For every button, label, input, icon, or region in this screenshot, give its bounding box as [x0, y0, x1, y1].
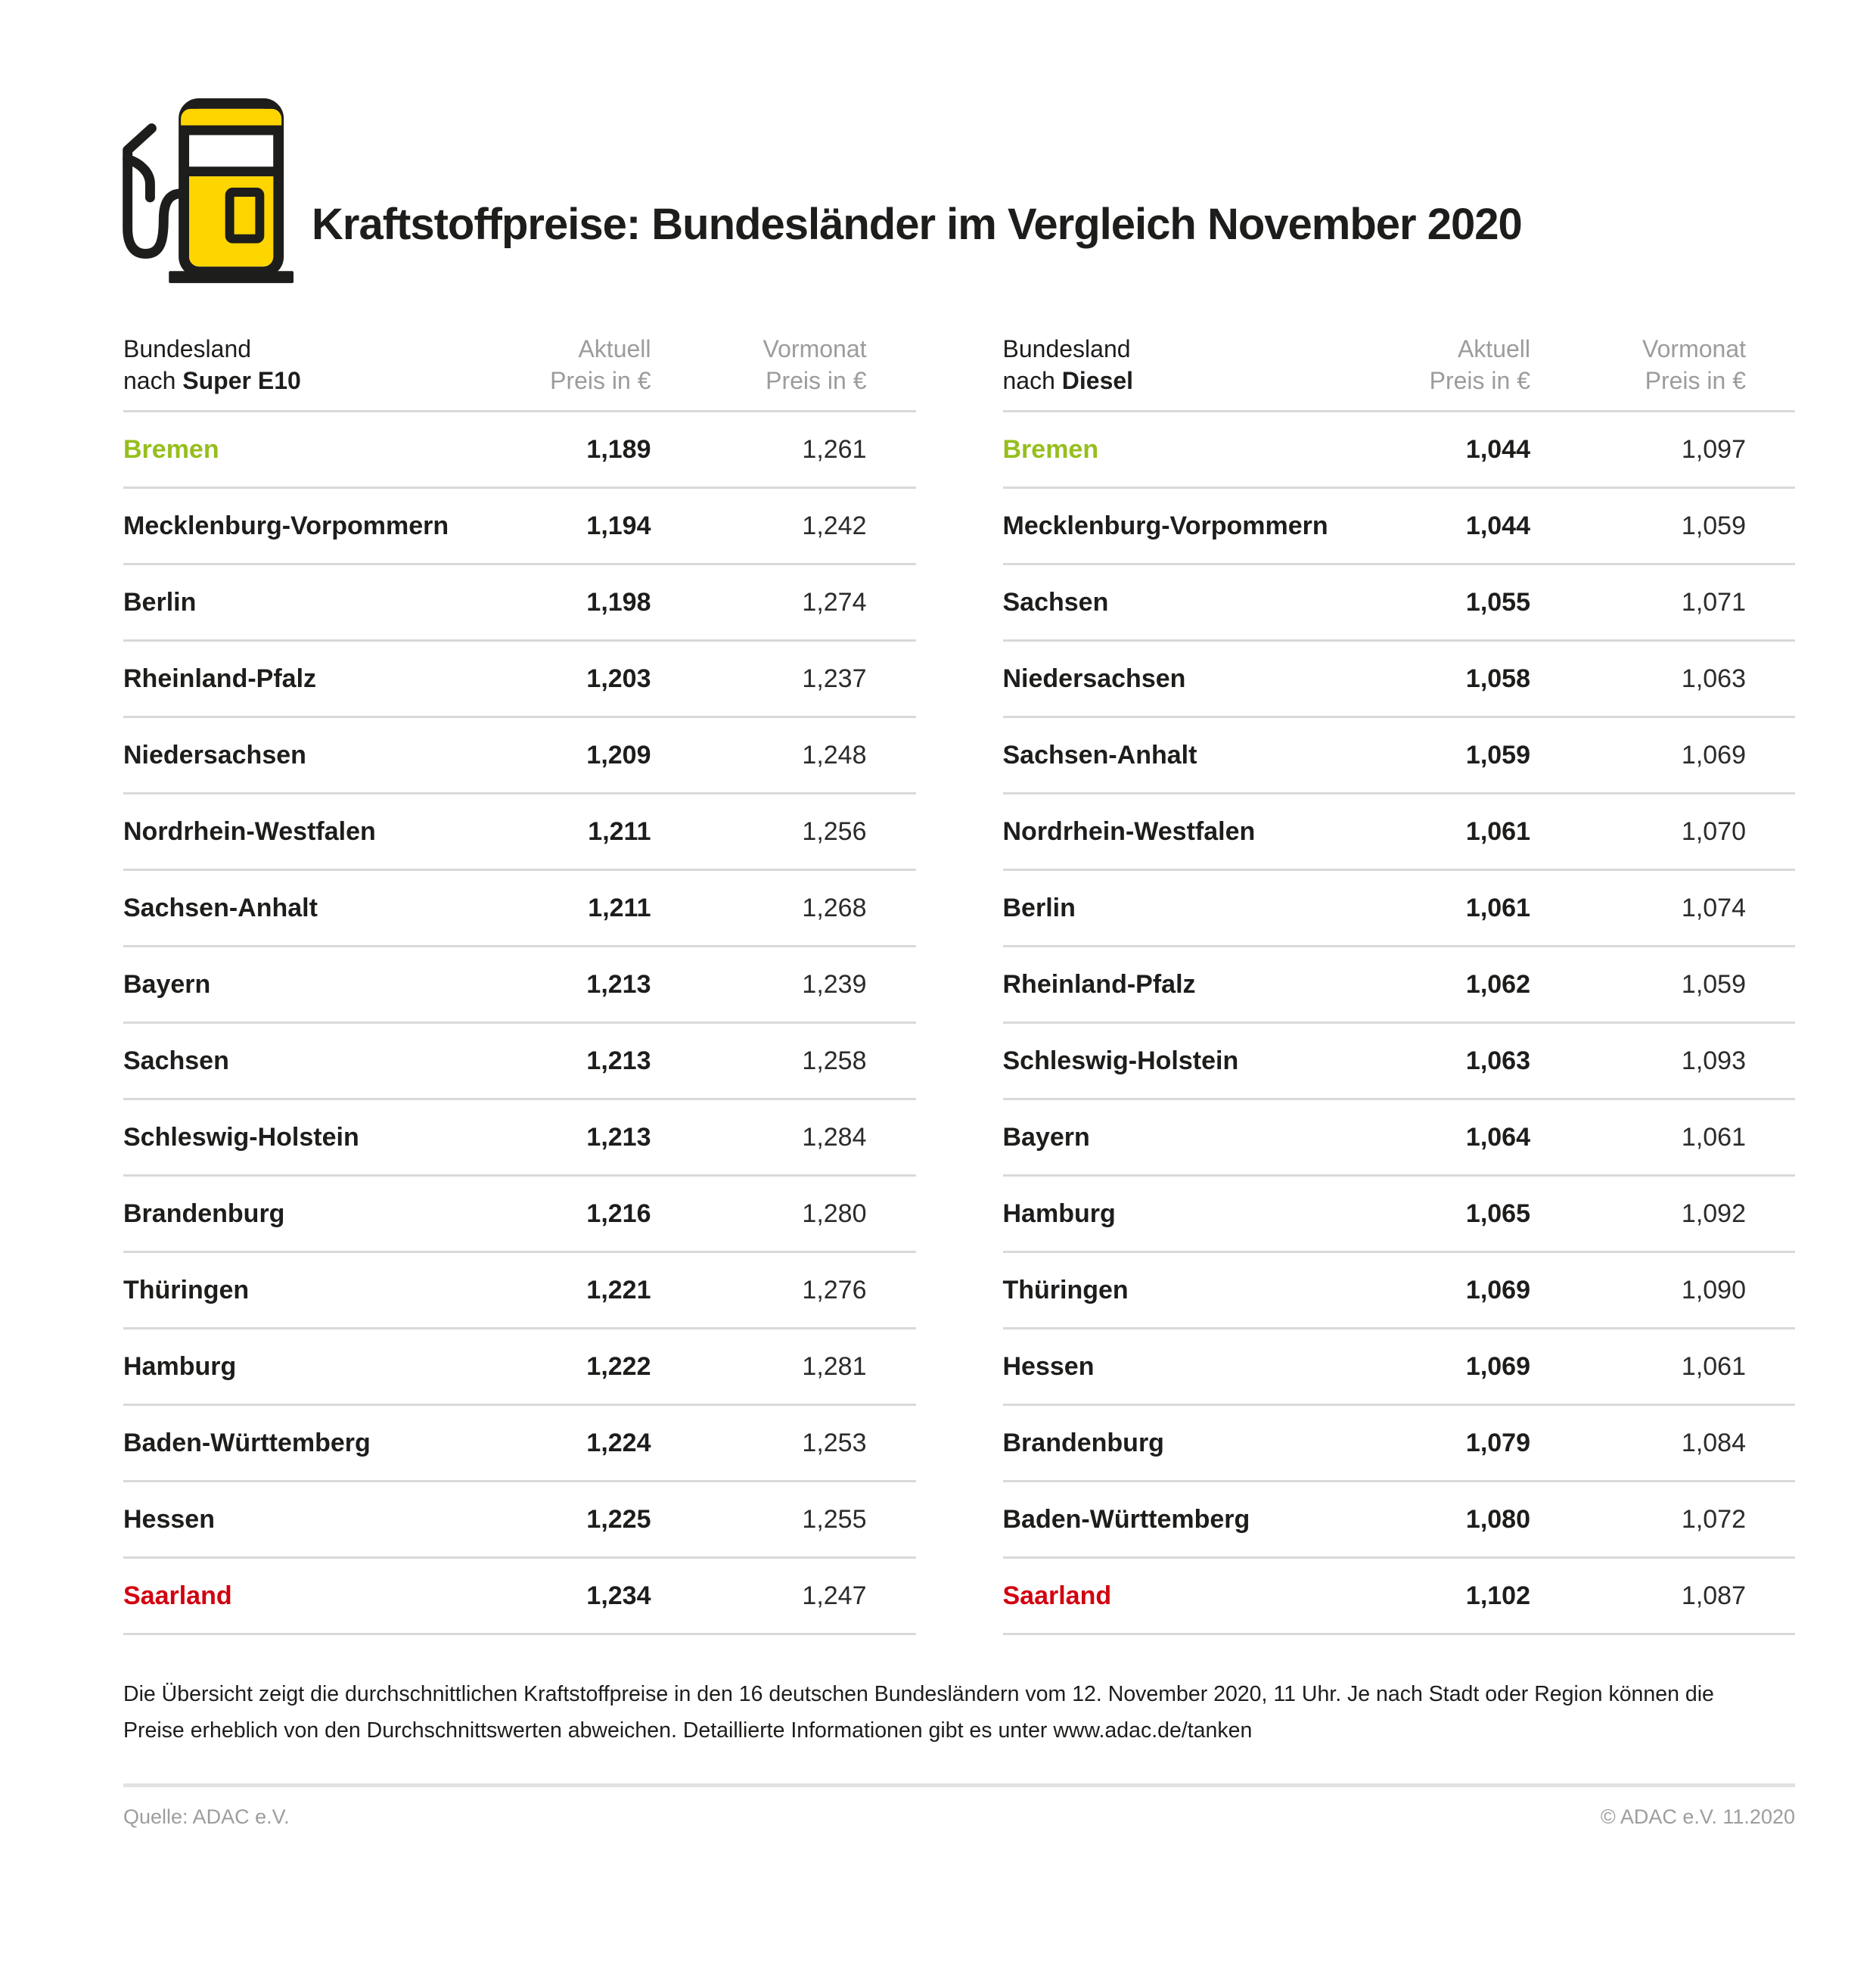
current-price: 1,211 [588, 893, 651, 922]
previous-price: 1,281 [802, 1351, 867, 1381]
current-price: 1,069 [1465, 1275, 1530, 1304]
table-super-e10 [123, 333, 916, 1635]
current-price: 1,059 [1465, 740, 1530, 770]
previous-price: 1,261 [802, 434, 867, 464]
table-row [1003, 716, 1796, 792]
current-price: 1,044 [1465, 434, 1530, 464]
brand-header [92, 97, 1795, 286]
table-diesel-header [1003, 333, 1796, 410]
state-name: Bremen [1002, 434, 1099, 464]
previous-price: 1,247 [802, 1581, 867, 1610]
table-row [1003, 1404, 1796, 1480]
fuel-pump-icon [92, 97, 295, 286]
state-name: Niedersachsen [1002, 664, 1186, 693]
previous-price: 1,090 [1681, 1275, 1746, 1304]
previous-price: 1,284 [802, 1122, 867, 1152]
previous-price: 1,097 [1681, 434, 1746, 464]
previous-price: 1,248 [802, 740, 867, 770]
footer-credits [123, 1805, 1795, 1829]
current-price: 1,216 [586, 1199, 651, 1228]
table-row [123, 1098, 916, 1174]
current-price: 1,102 [1465, 1581, 1530, 1610]
previous-price: 1,242 [802, 511, 867, 540]
table-row [123, 1404, 916, 1480]
current-price: 1,061 [1465, 893, 1530, 922]
column-header-aktuell-line2: Preis in € [1429, 367, 1530, 394]
state-name: Schleswig-Holstein [123, 1122, 359, 1152]
previous-price: 1,087 [1681, 1581, 1746, 1610]
table-row [123, 1174, 916, 1251]
column-header-bundesland-line1: Bundesland [1002, 335, 1131, 362]
state-name: Bayern [123, 969, 211, 999]
state-name: Thüringen [1002, 1275, 1129, 1304]
table-row [1003, 639, 1796, 716]
current-price: 1,080 [1465, 1504, 1530, 1534]
table-row [1003, 869, 1796, 945]
current-price: 1,213 [586, 1122, 651, 1152]
table-row [123, 639, 916, 716]
column-header-bundesland [1003, 333, 1372, 396]
current-price: 1,221 [586, 1275, 651, 1304]
state-name: Sachsen-Anhalt [1002, 740, 1197, 770]
table-row [123, 563, 916, 639]
current-price: 1,062 [1465, 969, 1530, 999]
footer-divider [123, 1783, 1795, 1787]
state-name: Hessen [123, 1504, 215, 1534]
state-name: Brandenburg [1002, 1428, 1164, 1457]
column-header-aktuell [1371, 333, 1530, 396]
table-diesel-rows [1003, 410, 1796, 1635]
current-price: 1,224 [586, 1428, 651, 1457]
column-header-bundesland [123, 333, 492, 396]
table-super-e10-rows [123, 410, 916, 1635]
state-name: Sachsen-Anhalt [123, 893, 318, 922]
table-row [123, 487, 916, 563]
table-row [1003, 1251, 1796, 1327]
previous-price: 1,256 [802, 816, 867, 846]
previous-price: 1,276 [802, 1275, 867, 1304]
state-name: Saarland [123, 1581, 232, 1610]
copyright-label: © ADAC e.V. 11.2020 [1600, 1805, 1795, 1828]
column-header-aktuell-line1: Aktuell [1457, 335, 1530, 362]
footnote [123, 1676, 1793, 1749]
previous-price: 1,093 [1681, 1046, 1746, 1075]
table-row [123, 869, 916, 945]
state-name: Baden-Württemberg [123, 1428, 371, 1457]
table-row [1003, 410, 1796, 487]
source-label: Quelle: ADAC e.V. [123, 1805, 290, 1828]
current-price: 1,234 [586, 1581, 651, 1610]
previous-price: 1,061 [1681, 1351, 1746, 1381]
previous-price: 1,274 [802, 587, 867, 617]
previous-price: 1,253 [802, 1428, 867, 1457]
state-name: Sachsen [123, 1046, 229, 1075]
state-name: Bayern [1002, 1122, 1090, 1152]
table-row [1003, 1098, 1796, 1174]
table-row [1003, 563, 1796, 639]
column-header-vormonat-line2: Preis in € [766, 367, 867, 394]
previous-price: 1,239 [802, 969, 867, 999]
previous-price: 1,072 [1681, 1504, 1746, 1534]
previous-price: 1,070 [1681, 816, 1746, 846]
state-name: Berlin [123, 587, 197, 617]
current-price: 1,061 [1465, 816, 1530, 846]
column-header-fuel-name: Super E10 [182, 367, 301, 394]
current-price: 1,189 [586, 434, 651, 464]
previous-price: 1,074 [1681, 893, 1746, 922]
current-price: 1,213 [586, 969, 651, 999]
previous-price: 1,258 [802, 1046, 867, 1075]
state-name: Hessen [1002, 1351, 1095, 1381]
state-name: Bremen [123, 434, 219, 464]
column-header-fuel-prefix: nach [1002, 367, 1062, 394]
current-price: 1,203 [586, 664, 651, 693]
previous-price: 1,069 [1681, 740, 1746, 770]
previous-price: 1,059 [1681, 969, 1746, 999]
state-name: Mecklenburg-Vorpommern [123, 511, 449, 540]
state-name: Berlin [1002, 893, 1076, 922]
table-row [123, 1251, 916, 1327]
footnote-line2: Preise erheblich von den Durchschnittswerten abweichen. Detaillierte Informationen gibt es unter www.adac.de/tanken [123, 1718, 1253, 1743]
table-row [1003, 1556, 1796, 1633]
state-name: Schleswig-Holstein [1002, 1046, 1239, 1075]
current-price: 1,198 [586, 587, 651, 617]
current-price: 1,065 [1465, 1199, 1530, 1228]
previous-price: 1,063 [1681, 664, 1746, 693]
column-header-aktuell-line2: Preis in € [550, 367, 651, 394]
state-name: Rheinland-Pfalz [123, 664, 317, 693]
current-price: 1,058 [1465, 664, 1530, 693]
column-header-vormonat [651, 333, 867, 396]
table-row [123, 1327, 916, 1404]
state-name: Niedersachsen [123, 740, 306, 770]
table-row [123, 410, 916, 487]
current-price: 1,064 [1465, 1122, 1530, 1152]
table-row [1003, 1480, 1796, 1556]
state-name: Saarland [1002, 1581, 1112, 1610]
state-name: Rheinland-Pfalz [1002, 969, 1196, 999]
table-row [123, 945, 916, 1021]
previous-price: 1,268 [802, 893, 867, 922]
column-header-vormonat-line2: Preis in € [1645, 367, 1746, 394]
table-super-e10-header [123, 333, 916, 410]
state-name: Nordrhein-Westfalen [123, 816, 376, 846]
price-tables [123, 333, 1795, 1635]
column-header-vormonat-line1: Vormonat [763, 335, 867, 362]
current-price: 1,079 [1465, 1428, 1530, 1457]
current-price: 1,213 [586, 1046, 651, 1075]
table-row [1003, 487, 1796, 563]
table-row [123, 792, 916, 869]
previous-price: 1,084 [1681, 1428, 1746, 1457]
column-header-aktuell [492, 333, 651, 396]
previous-price: 1,280 [802, 1199, 867, 1228]
current-price: 1,222 [586, 1351, 651, 1381]
table-row [123, 716, 916, 792]
current-price: 1,044 [1465, 511, 1530, 540]
state-name: Mecklenburg-Vorpommern [1002, 511, 1328, 540]
state-name: Thüringen [123, 1275, 250, 1304]
previous-price: 1,071 [1681, 587, 1746, 617]
previous-price: 1,092 [1681, 1199, 1746, 1228]
current-price: 1,225 [586, 1504, 651, 1534]
table-row [1003, 1174, 1796, 1251]
previous-price: 1,237 [802, 664, 867, 693]
state-name: Nordrhein-Westfalen [1002, 816, 1256, 846]
table-diesel [1003, 333, 1796, 1635]
column-header-vormonat-line1: Vormonat [1642, 335, 1746, 362]
current-price: 1,211 [588, 816, 651, 846]
table-row [1003, 1021, 1796, 1098]
table-row [1003, 945, 1796, 1021]
column-header-fuel-prefix: nach [123, 367, 183, 394]
table-row [123, 1556, 916, 1633]
column-header-fuel-name: Diesel [1061, 367, 1134, 394]
table-row [123, 1021, 916, 1098]
state-name: Baden-Württemberg [1002, 1504, 1250, 1534]
current-price: 1,194 [586, 511, 651, 540]
column-header-aktuell-line1: Aktuell [578, 335, 651, 362]
previous-price: 1,061 [1681, 1122, 1746, 1152]
table-row [1003, 792, 1796, 869]
column-header-vormonat [1530, 333, 1746, 396]
state-name: Hamburg [1002, 1199, 1116, 1228]
column-header-bundesland-line1: Bundesland [123, 335, 252, 362]
previous-price: 1,059 [1681, 511, 1746, 540]
current-price: 1,069 [1465, 1351, 1530, 1381]
current-price: 1,209 [586, 740, 651, 770]
previous-price: 1,255 [802, 1504, 867, 1534]
current-price: 1,063 [1465, 1046, 1530, 1075]
footnote-line1: Die Übersicht zeigt die durchschnittlichen Kraftstoffpreise in den 16 deutschen Bundesländern vom 12. November 2020, 11 Uhr. Je nach Stadt oder Region können die [123, 1682, 1714, 1706]
state-name: Hamburg [123, 1351, 237, 1381]
table-row [1003, 1327, 1796, 1404]
current-price: 1,055 [1465, 587, 1530, 617]
state-name: Brandenburg [123, 1199, 285, 1228]
table-row [123, 1480, 916, 1556]
state-name: Sachsen [1002, 587, 1109, 617]
page-title: Kraftstoffpreise: Bundesländer im Vergleich November 2020 [312, 200, 1522, 249]
